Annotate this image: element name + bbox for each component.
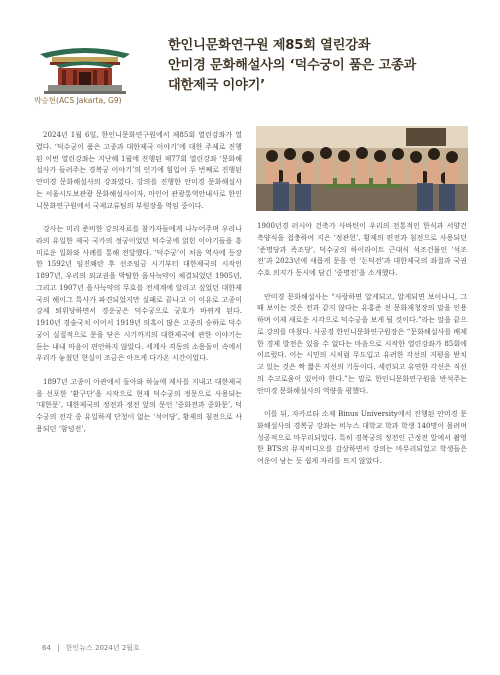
paragraph: 이를 뒤, 자카르타 소재 Binus University에서 진행된 안미경 문화해설사의 경복궁 강좌는 비누스 대학교 학과 학생 140명이 몰려며 성공적으로 마무리되었다. 특히 경복궁의 정전인 근정전 앞에서 촬영한 BTS의 뮤직비디오를 감상하면서 강의는 마무리되었고 학생들은 여운이 남는 듯 쉽게 자리를 뜨지 않았다. [257, 409, 467, 465]
paragraph: 2024년 1월 6일, 한인니문화연구원에서 제85회 열린강좌가 열렸다. ‘덕수궁이 품은 고종과 대한제국 이야기’에 대한 주제로 진행된 이번 열린강좌는 지난해 1월에 진행된 제77회 열린강좌 ‘문화해설사가 들려주는 경복궁 이야기’의 인기에 힘입어 두 번째로 진행된 안미경 문화해설사의 강좌였다. 강의를 진행한 안미경 문화해설사는 서울시도보관광 문화해설사이자, 마인어 관광통역안내사로 한인니문화연구원에서 국제교류팀의 부원장을 역임 중이다. [36, 130, 242, 210]
left-column [36, 129, 242, 435]
paragraph: 1897년 고종이 아관에서 돌아와 하늘에 제사를 지내고 대한제국을 선포한 ‘환구단’을 시작으로 현재 덕수궁의 정문으로 사용되는 ‘대한문’, 대한제국의 정전과 정전 앞의 문인 ‘중화전과 중화문’, 덕수궁의 전각 중 유일하게 단청이 없는 ‘석어당’, 황제의 침전으로 사용되던 ‘함녕전’, [36, 376, 242, 433]
group-photo [256, 126, 468, 211]
paragraph: 1900년경 러시아 건축가 사바틴이 우리의 전통적인 한식과 서양건축양식을 접충하여 지은 ‘정관헌’, 황제의 편전과 침전으로 사용되던 ‘준명당과 즉조당’, 덕수궁의 하이라이트 근대식 석조건물인 ‘석조전’과 2023년에 새롭게 문을 연 ‘돈덕전’과 대한제국의 좌절과 국권수호 의지가 동시에 담긴 ‘중명전’을 소개했다. [257, 221, 467, 277]
title-line: 안미경 문화해설사의 ‘덕수궁이 품은 고종과 [168, 58, 417, 73]
footer-separator: | [57, 644, 60, 652]
title-line: 대한제국 이야기’ [168, 78, 265, 93]
paragraph: 강사는 미리 준비한 강의자료를 참가자들에게 나누어주며 우리나라의 유일한 제국 국가의 정궁이었던 덕수궁에 얽힌 이야기들을 흥미로운 일화와 사례를 통해 전달했다. ‘덕수궁’이 처음 역사에 등장한 1592년 임진왜란 후 선조임금 시기부터 대한제국의 시작인 1897년, 우리의 외교권을 박탈한 을사늑약이 체결되었던 1905년, 그리고 1907년 을사늑약의 무효를 전세계에 알리고 싶었던 대한제국의 헤이그 특사가 파견되었지만 실패로 끝나고 이 이유로 고종이 강제 퇴위당하면서 경운궁은 덕수궁으로 궁호가 바뀌게 된다. 1910년 경술국치 이어서 1919년 의혹이 많은 고종의 승하로 덕수궁이 실질적으로 문을 닫은 시기까지의 대한제국에 관한 이야기는 듣는 내내 마음이 편안하지 않았다. 세계사 격동의 소용돌이 속에서 우리가 놓쳤던 현실이 조금은 아프게 다가온 시간이었다. [36, 224, 242, 363]
right-column [257, 220, 467, 467]
title-line: 한인니문화연구원 제85회 열린강좌 [168, 38, 371, 53]
palace-gate-icon [38, 38, 132, 94]
article-title [168, 36, 468, 96]
page-number: 64 [42, 644, 51, 652]
paragraph: 안미경 문화해설사는 “사랑하면 알게되고, 알게되면 보이나니, 그때 보이는 것은 전과 같지 않다는 유홍준 전 문화재청장의 말을 인용하며 이제 새로운 시각으로 덕수궁을 보게 될 것이다.”라는 말을 끝으로 강의를 마쳤다. 사공경 한인니문화연구원장은 “문화해설사를 배제한 경제 발전은 있을 수 없다는 마음으로 시작한 열린강좌가 85회에 이르렀다. 이는 시민의 시처럼 무도입고 유려한 각선의 지평을 받치고 있는 것은 짝 짧은 지선의 기동이다. 세련되고 유연한 각선은 직선의 수고로움이 있어야 한다.”는 말로 한인니문화연구원을 반석주는 안미경 문화해설사의 역량을 평했다. [257, 291, 467, 395]
page-footer [42, 643, 144, 653]
byline: 박승현(ACS Jakarta, G9) [34, 96, 122, 105]
publication-name: 한인뉴스 2024년 2월호 [65, 644, 140, 652]
